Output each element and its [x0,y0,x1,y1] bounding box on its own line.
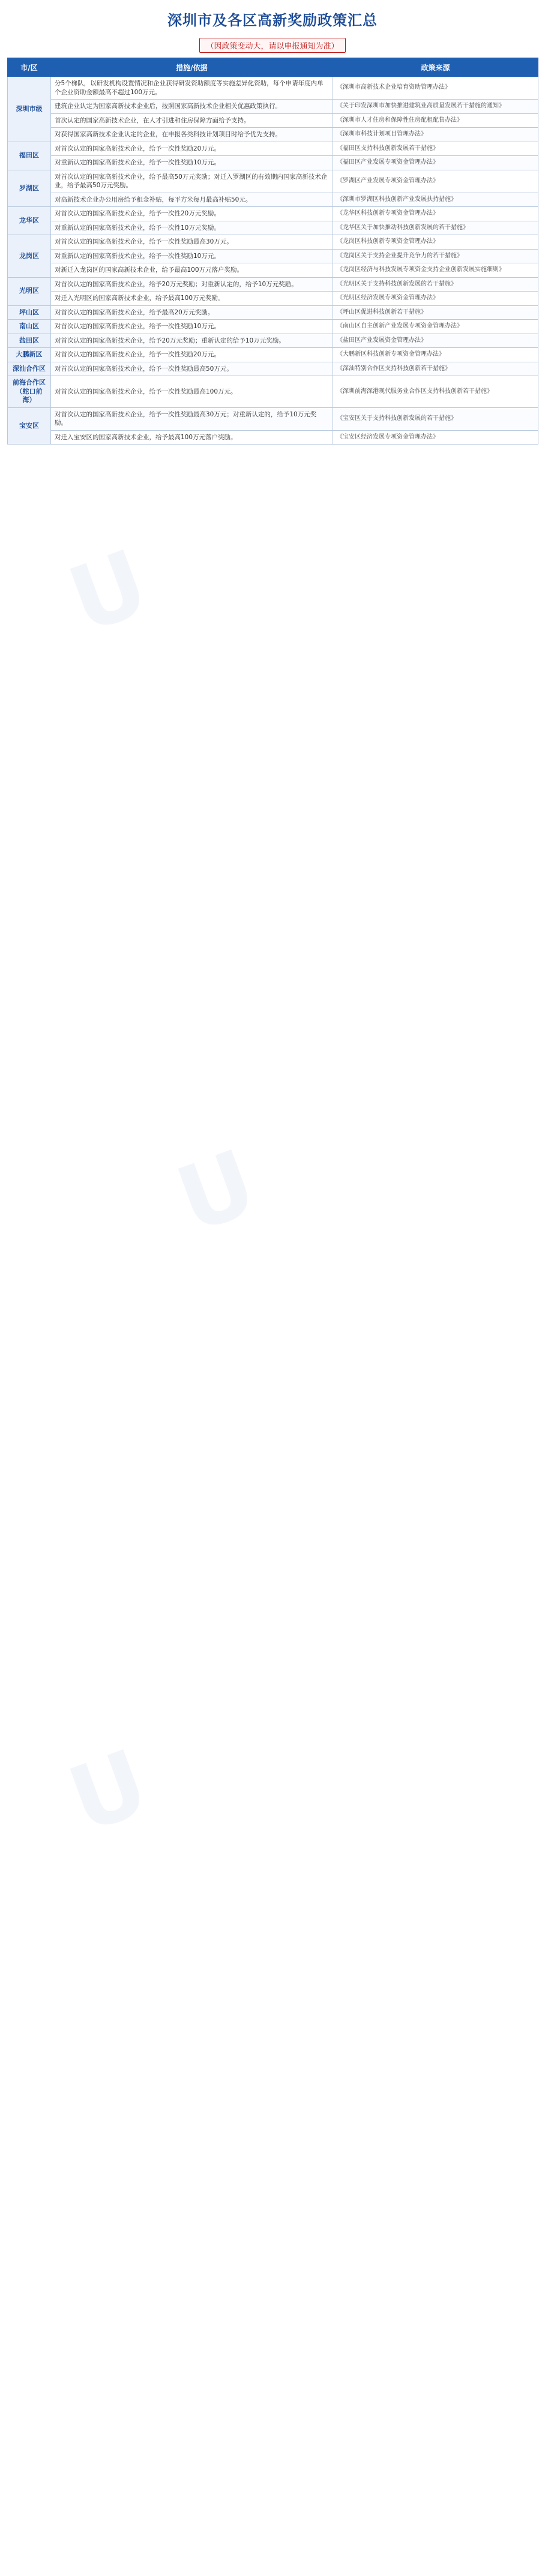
source-cell: 《福田区产业发展专项资金管理办法》 [333,156,538,170]
table-row [8,348,538,362]
policy-cell: 对首次认定的国家高新技术企业，给予一次性奖励最高100万元。 [51,376,333,408]
table-row [8,207,538,221]
area-cell: 福田区 [8,142,51,170]
table-row [8,277,538,292]
area-cell: 前海合作区（蛇口前海） [8,376,51,408]
source-cell: 《深圳市人才住房和保障性住房配租配售办法》 [333,113,538,128]
policy-cell: 对首次认定的国家高新技术企业，给予一次性20万元奖励。 [51,207,333,221]
source-cell: 《大鹏新区科技创新专项资金管理办法》 [333,348,538,362]
table-row [8,128,538,142]
source-cell: 《龙岗区关于支持企业提升竞争力的若干措施》 [333,249,538,263]
table-row [8,407,538,430]
policy-cell: 对首次认定的国家高新技术企业，给予一次性奖励最高30万元。 [51,235,333,250]
table-row [8,334,538,348]
area-cell: 光明区 [8,277,51,305]
source-cell: 《深汕特别合作区支持科技创新若干措施》 [333,362,538,376]
header-source: 政策来源 [333,58,538,77]
policy-table [7,58,538,445]
policy-cell: 分5个梯队，以研发机构设置情况和企业获得研发资助额度等实施差异化资助，每个申请年度内单个企业资助金额最高不超过100万元。 [51,77,333,100]
source-cell: 《龙华区关于加快推动科技创新发展的若干措施》 [333,221,538,235]
policy-cell: 对高新技术企业办公用房给予租金补贴，每平方米每月最高补贴50元。 [51,193,333,207]
header-area: 市/区 [8,58,51,77]
source-cell: 《坪山区促进科技创新若干措施》 [333,305,538,320]
table-row [8,113,538,128]
policy-cell: 对重新认定的国家高新技术企业，给予一次性10万元奖励。 [51,221,333,235]
policy-cell: 对首次认定的国家高新技术企业，给予最高50万元奖励；对迁入罗湖区的有效期内国家高新技术企业，给予最高50万元奖励。 [51,170,333,193]
source-cell: 《宝安区关于支持科技创新发展的若干措施》 [333,407,538,430]
policy-cell: 对重新认定的国家高新技术企业，给予一次性奖励10万元。 [51,156,333,170]
policy-cell: 对迁入光明区的国家高新技术企业，给予最高100万元奖励。 [51,292,333,306]
table-row [8,249,538,263]
watermark: U [164,1130,269,1254]
source-cell: 《龙岗区经济与科技发展专项资金支持企业创新发展实施细则》 [333,263,538,278]
area-cell: 龙岗区 [8,235,51,278]
policy-cell: 对迁入宝安区的国家高新技术企业，给予最高100万元落户奖励。 [51,430,333,445]
area-cell: 盐田区 [8,334,51,348]
table-body [8,77,538,445]
policy-cell: 对首次认定的国家高新技术企业，给予一次性奖励最高50万元。 [51,362,333,376]
table-row [8,376,538,408]
area-cell: 深圳市级 [8,77,51,142]
table-row [8,77,538,100]
area-cell: 宝安区 [8,407,51,445]
table-row [8,221,538,235]
area-cell: 大鹏新区 [8,348,51,362]
source-cell: 《宝安区经济发展专项资金管理办法》 [333,430,538,445]
table-row [8,292,538,306]
header-policy: 措施/依据 [51,58,333,77]
policy-cell: 对首次认定的国家高新技术企业，给予20万元奖励；对重新认定的，给予10万元奖励。 [51,277,333,292]
subtitle [0,36,545,54]
source-cell: 《福田区支持科技创新发展若干措施》 [333,142,538,156]
source-cell: 《深圳市高新技术企业培育资助管理办法》 [333,77,538,100]
table-row [8,263,538,278]
table-row [8,320,538,334]
policy-cell: 对首次认定的国家高新技术企业，给予20万元奖励；重新认定的给予10万元奖励。 [51,334,333,348]
policy-cell: 对新迁入龙岗区的国家高新技术企业，给予最高100万元落户奖励。 [51,263,333,278]
policy-cell: 对首次认定的国家高新技术企业，给予一次性奖励最高30万元；对重新认定的，给予10万元奖励。 [51,407,333,430]
source-cell: 《盐田区产业发展资金管理办法》 [333,334,538,348]
source-cell: 《深圳市罗湖区科技创新产业发展扶持措施》 [333,193,538,207]
table-row [8,142,538,156]
table-row [8,156,538,170]
table-row [8,170,538,193]
table-row [8,193,538,207]
table-row [8,362,538,376]
table-header-row [8,58,538,77]
source-cell: 《罗湖区产业发展专项资金管理办法》 [333,170,538,193]
table-row [8,235,538,250]
policy-cell: 对首次认定的国家高新技术企业，给予一次性奖励20万元。 [51,348,333,362]
page-title: 深圳市及各区高新奖励政策汇总 [167,11,378,29]
source-cell: 《南山区自主创新产业发展专项资金管理办法》 [333,320,538,334]
policy-cell: 对获得国家高新技术企业认定的企业，在申报各类科技计划项目时给予优先支持。 [51,128,333,142]
source-cell: 《光明区关于支持科技创新发展的若干措施》 [333,277,538,292]
area-cell: 深汕合作区 [8,362,51,376]
area-cell: 罗湖区 [8,170,51,207]
policy-cell: 首次认定的国家高新技术企业，在人才引进和住房保障方面给予支持。 [51,113,333,128]
source-cell: 《深圳市科技计划项目管理办法》 [333,128,538,142]
source-cell: 《关于印发深圳市加快推进建筑业高质量发展若干措施的通知》 [333,100,538,114]
policy-cell: 对重新认定的国家高新技术企业，给予一次性奖励10万元。 [51,249,333,263]
table-row [8,100,538,114]
table-row [8,305,538,320]
subtitle-text: （因政策变动大，请以申报通知为准） [199,38,345,53]
policy-cell: 对首次认定的国家高新技术企业，给予一次性奖励20万元。 [51,142,333,156]
area-cell: 南山区 [8,320,51,334]
policy-cell: 对首次认定的国家高新技术企业，给予最高20万元奖励。 [51,305,333,320]
watermark: U [56,530,161,654]
policy-cell: 建筑企业认定为国家高新技术企业后，按照国家高新技术企业相关优惠政策执行。 [51,100,333,114]
watermark: U [56,1730,161,1854]
policy-cell: 对首次认定的国家高新技术企业，给予一次性奖励10万元。 [51,320,333,334]
source-cell: 《龙岗区科技创新专项资金管理办法》 [333,235,538,250]
area-cell: 坪山区 [8,305,51,320]
source-cell: 《光明区经济发展专项资金管理办法》 [333,292,538,306]
source-cell: 《龙华区科技创新专项资金管理办法》 [333,207,538,221]
source-cell: 《深圳前海深港现代服务业合作区支持科技创新若干措施》 [333,376,538,408]
table-row [8,430,538,445]
area-cell: 龙华区 [8,207,51,235]
